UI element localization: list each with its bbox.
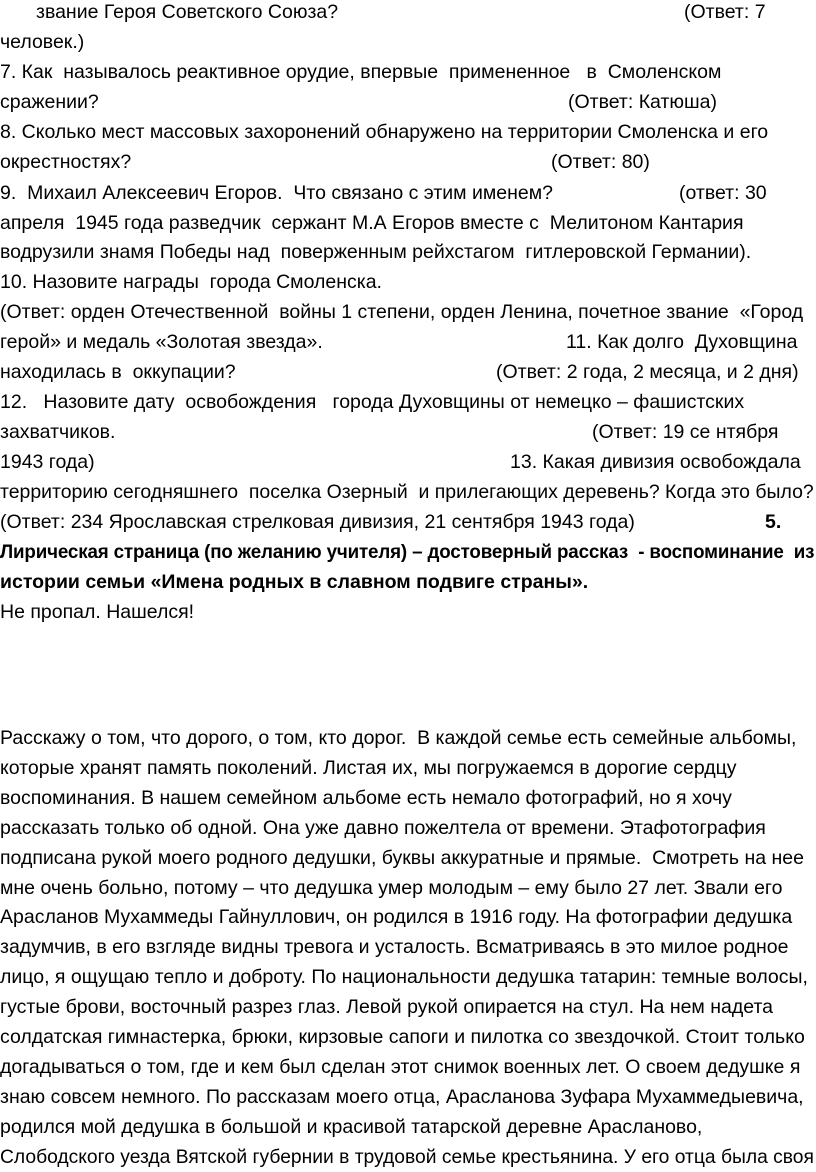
quiz-line: 9. Михаил Алексеевич Егоров. Что связано с этим именем? <box>0 182 553 204</box>
story-line: родился мой дедушка в большой и красивой татарской деревне Арасланово, <box>0 1116 703 1138</box>
quiz-line: сражении? <box>0 91 99 113</box>
quiz-line: звание Героя Советского Союза? <box>36 1 339 23</box>
story-line: Арасланов Мухаммеды Гайнуллович, он родился в 1916 году. На фотографии дедушка <box>0 906 793 928</box>
story-line: задумчив, в его взгляде видны тревога и усталость. Всматриваясь в это милое родное <box>0 936 789 958</box>
quiz-answer: 13. Какая дивизия освобождала <box>510 451 801 473</box>
story-line: густые брови, восточный разрез глаз. Левой рукой опирается на стул. На нем надета <box>0 996 774 1018</box>
quiz-line: 12. Назовите дату освобождения города Духовщины от немецко – фашистских <box>0 391 745 413</box>
quiz-line: герой» и медаль «Золотая звезда». <box>0 331 323 353</box>
story-line: рассказать только об одной. Она уже давно пожелтела от времени. Этафотография <box>0 817 766 839</box>
section-number: 5. <box>765 511 782 533</box>
quiz-line: 8. Сколько мест массовых захоронений обнаружено на территории Смоленска и его <box>0 121 769 143</box>
quiz-answer: 11. Как долго Духовщина <box>566 331 798 353</box>
quiz-line: 1943 года) <box>0 451 95 473</box>
quiz-line: человек.) <box>0 31 85 53</box>
quiz-answer: (Ответ: 19 се нтября <box>592 421 779 443</box>
quiz-line: 7. Как называлось реактивное орудие, впервые примененное в Смоленском <box>0 61 722 83</box>
quiz-line: 10. Назовите награды города Смоленска. <box>0 271 382 293</box>
story-line: Слободского уезда Вятской губернии в трудовой семье крестьянина. У его отца была своя <box>0 1146 814 1168</box>
quiz-answer: (Ответ: 80) <box>551 151 650 173</box>
story-line: солдатская гимнастерка, брюки, кирзовые сапоги и пилотка со звездочкой. Стоит только <box>0 1026 805 1048</box>
quiz-line: апреля 1945 года разведчик сержант М.А Егоров вместе с Мелитоном Кантария <box>0 212 744 234</box>
story-line: которые хранят память поколений. Листая их, мы погружаемся в дорогие сердцу <box>0 757 737 779</box>
quiz-answer: (Ответ: 2 года, 2 месяца, и 2 дня) <box>496 361 799 383</box>
quiz-answer: (Ответ: Катюша) <box>568 91 718 113</box>
story-line: мне очень больно, потому – что дедушка умер молодым – ему было 27 лет. Звали его <box>0 877 783 899</box>
story-line: подписана рукой моего родного дедушки, буквы аккуратные и прямые. Смотреть на нее <box>0 847 804 869</box>
story-line: Расскажу о том, что дорого, о том, кто дорог. В каждой семье есть семейные альбомы, <box>0 727 797 749</box>
quiz-line: захватчиков. <box>0 421 116 443</box>
quiz-line: (Ответ: 234 Ярославская стрелковая дивизия, 21 сентября 1943 года) <box>0 511 635 533</box>
quiz-answer: (Ответ: 7 <box>684 1 766 23</box>
quiz-line: находилась в оккупации? <box>0 361 236 383</box>
quiz-line: окрестностях? <box>0 151 132 173</box>
story-line: воспоминания. В нашем семейном альбоме есть немало фотографий, но я хочу <box>0 787 732 809</box>
heading-line: истории семьи «Имена родных в славном подвиге страны». <box>0 571 589 593</box>
quiz-answer: (ответ: 30 <box>679 182 767 204</box>
story-title: Не пропал. Нашелся! <box>0 601 195 623</box>
story-line: лицо, я ощущаю тепло и доброту. По национальности дедушка татарин: темные волосы, <box>0 966 808 988</box>
quiz-line: (Ответ: орден Отечественной войны 1 степени, орден Ленина, почетное звание «Город <box>0 301 804 323</box>
quiz-line: водрузили знамя Победы над поверженным рейхстагом гитлеровской Германии). <box>0 241 752 263</box>
story-line: знаю совсем немного. По рассказам моего отца, Арасланова Зуфара Мухаммедыевича, <box>0 1086 804 1108</box>
story-line: догадываться о том, где и кем был сделан этот снимок военных лет. О своем дедушке я <box>0 1056 801 1078</box>
quiz-line: территорию сегодняшнего поселка Озерный и прилегающих деревень? Когда это было? <box>0 481 814 503</box>
heading-line: Лирическая страница (по желанию учителя) – достоверный рассказ - воспоминание из <box>0 541 815 563</box>
